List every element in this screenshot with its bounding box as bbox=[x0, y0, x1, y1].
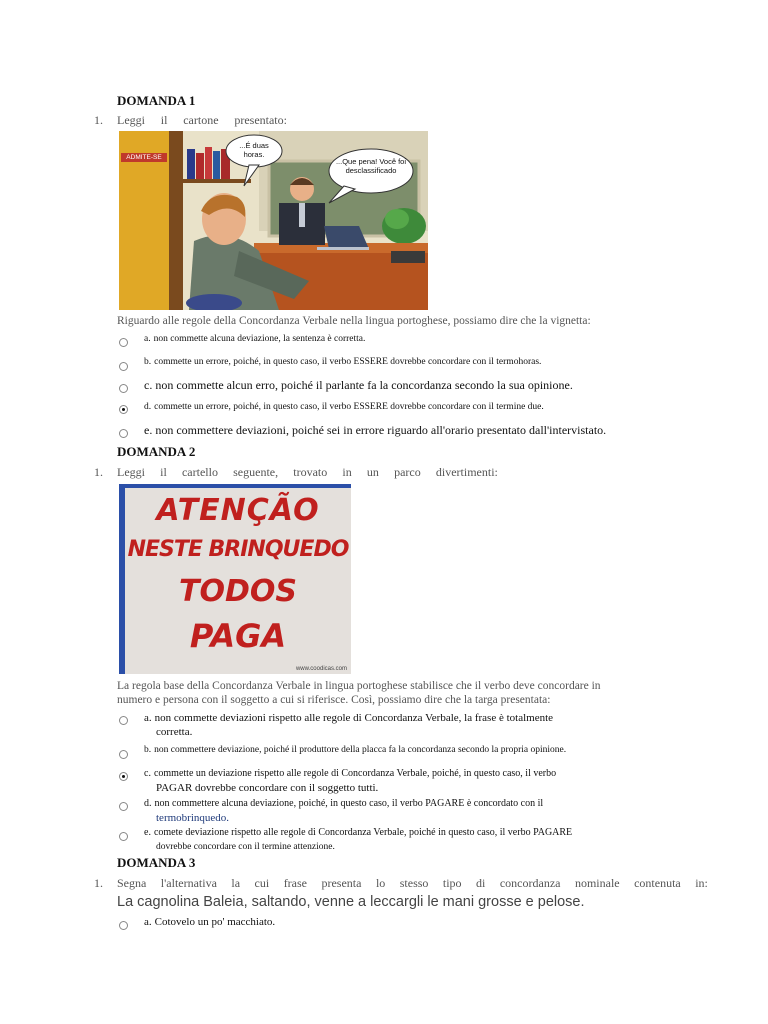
instruction-word: cartello bbox=[181, 465, 218, 479]
speech-bubble-right: ...Que pena! Você foi desclassificado bbox=[335, 157, 407, 175]
option-text: termobrinquedo. bbox=[156, 812, 230, 824]
instruction-word: in bbox=[342, 465, 352, 479]
q2-option-a-radio[interactable] bbox=[119, 716, 128, 725]
option-text: dovrebbe concordare con il termine attenzione. bbox=[156, 842, 335, 852]
option-letter: d. bbox=[144, 402, 152, 412]
instruction-word: Leggi bbox=[117, 113, 145, 127]
option-text: commette un errore, poiché, in questo caso, il verbo ESSERE dovrebbe concordare con il termine due. bbox=[154, 402, 544, 412]
q2-option-d[interactable] bbox=[144, 797, 543, 825]
instruction-word: parco bbox=[394, 465, 421, 479]
option-text: non commettere deviazione, poiché il produttore della placca fa la concordanza secondo la propria opinione. bbox=[154, 745, 567, 755]
q3-option-a-radio[interactable] bbox=[119, 921, 128, 930]
option-letter: b. bbox=[144, 357, 152, 367]
q1-option-b[interactable] bbox=[144, 356, 541, 369]
intro-line: La regola base della Concordanza Verbale in lingua portoghese stabilisce che il verbo deve concordare in bbox=[117, 680, 601, 692]
option-text: PAGAR dovrebbe concordare con il soggetto tutti. bbox=[156, 782, 379, 794]
q3-option-a[interactable] bbox=[144, 915, 275, 929]
instruction-word: Leggi bbox=[117, 465, 145, 479]
option-letter: c. bbox=[144, 378, 153, 392]
option-text: Cotovelo un po' macchiato. bbox=[154, 916, 276, 928]
q1-option-c[interactable] bbox=[144, 378, 573, 392]
q1-option-b-radio[interactable] bbox=[119, 362, 128, 371]
sign-image bbox=[119, 484, 351, 674]
question-2-instruction bbox=[117, 465, 498, 480]
instruction-word: frase bbox=[283, 876, 308, 890]
instruction-word: presenta bbox=[321, 876, 362, 890]
option-letter: a. bbox=[144, 916, 152, 928]
option-text: non commettere deviazioni, poiché sei in errore riguardo all'orario presentato dall'intervistato. bbox=[155, 423, 607, 437]
instruction-word: la bbox=[231, 876, 241, 890]
intro-line: numero e persona con il soggetto a cui si riferisce. Così, possiamo dire che la targa presentata: bbox=[117, 694, 551, 706]
q1-option-e-radio[interactable] bbox=[119, 429, 128, 438]
instruction-word: divertimenti: bbox=[435, 465, 498, 479]
q2-option-d-radio[interactable] bbox=[119, 802, 128, 811]
question-2-intro bbox=[117, 679, 677, 707]
q2-option-e-radio[interactable] bbox=[119, 832, 128, 841]
question-1-title: DOMANDA 1 bbox=[117, 93, 196, 108]
sign-line: NESTE BRINQUEDO bbox=[127, 537, 349, 562]
question-3-sentence: La cagnolina Baleia, saltando, venne a leccargli le mani grosse e pelose. bbox=[117, 894, 585, 910]
instruction-word: nominale bbox=[574, 876, 620, 890]
instruction-word: concordanza bbox=[499, 876, 561, 890]
q1-option-d[interactable] bbox=[144, 401, 544, 414]
option-letter: c. bbox=[144, 768, 151, 779]
instruction-word: il bbox=[160, 465, 167, 479]
instruction-word: stesso bbox=[399, 876, 429, 890]
instruction-word: cartone bbox=[183, 113, 219, 127]
instruction-word: Segna bbox=[117, 876, 147, 890]
admit-sign: ADMITE-SE bbox=[121, 153, 167, 162]
instruction-word: l'alternativa bbox=[160, 876, 217, 890]
sign-line: PAGA bbox=[189, 617, 287, 655]
option-text: non commette alcun erro, poiché il parlante fa la concordanza secondo la sua opinione. bbox=[155, 378, 573, 392]
speech-bubble-left: ...É duas horas. bbox=[239, 141, 269, 159]
option-text: non commette deviazioni rispetto alle regole di Concordanza Verbale, la frase è totalmente bbox=[154, 712, 554, 724]
instruction-word: contenuta bbox=[634, 876, 681, 890]
question-3-instruction bbox=[117, 876, 708, 891]
question-1-instruction bbox=[117, 113, 287, 128]
option-text: commette un deviazione rispetto alle regole di Concordanza Verbale, poiché, in questo caso, il verbo bbox=[153, 768, 557, 779]
q2-option-e[interactable] bbox=[144, 826, 572, 854]
instruction-word: il bbox=[160, 113, 168, 127]
instruction-word: trovato bbox=[293, 465, 328, 479]
question-2-number: 1. bbox=[94, 465, 103, 479]
instruction-word: tipo bbox=[442, 876, 462, 890]
q1-option-d-radio[interactable] bbox=[119, 405, 128, 414]
option-text: commette un errore, poiché, in questo caso, il verbo ESSERE dovrebbe concordare con il termohoras. bbox=[154, 357, 542, 367]
instruction-word: seguente, bbox=[233, 465, 279, 479]
option-letter: a. bbox=[144, 712, 152, 724]
sign-line: ATENÇÃO bbox=[156, 493, 320, 528]
q1-option-c-radio[interactable] bbox=[119, 384, 128, 393]
option-letter: d. bbox=[144, 798, 152, 809]
question-1-intro: Riguardo alle regole della Concordanza Verbale nella lingua portoghese, possiamo dire che la vignetta: bbox=[117, 315, 591, 327]
option-text: corretta. bbox=[156, 726, 193, 738]
option-letter: e. bbox=[144, 423, 153, 437]
option-text: non commette alcuna deviazione, la sentenza è corretta. bbox=[153, 334, 366, 344]
option-text: non commettere alcuna deviazione, poiché, in questo caso, il verbo PAGARE è concordato con il bbox=[154, 798, 544, 809]
instruction-word: lo bbox=[375, 876, 386, 890]
instruction-word: di bbox=[476, 876, 486, 890]
q1-option-e[interactable] bbox=[144, 423, 606, 437]
q2-option-b[interactable] bbox=[144, 744, 566, 757]
question-3-number: 1. bbox=[94, 876, 103, 890]
instruction-word: in: bbox=[695, 876, 708, 890]
q1-option-a-radio[interactable] bbox=[119, 338, 128, 347]
q2-option-c-radio[interactable] bbox=[119, 772, 128, 781]
cartoon-image bbox=[119, 131, 428, 310]
q1-option-a[interactable] bbox=[144, 333, 365, 346]
sign-watermark: www.coodicas.com bbox=[295, 666, 347, 672]
question-3-title: DOMANDA 3 bbox=[117, 855, 196, 870]
question-1-number: 1. bbox=[94, 113, 103, 127]
q2-option-c[interactable] bbox=[144, 767, 556, 795]
instruction-word: presentato: bbox=[234, 113, 287, 127]
option-letter: b. bbox=[144, 745, 152, 755]
option-letter: e. bbox=[144, 827, 151, 838]
q2-option-a[interactable] bbox=[144, 711, 553, 739]
question-2-title: DOMANDA 2 bbox=[117, 444, 196, 459]
instruction-word: un bbox=[366, 465, 379, 479]
sign-line: TODOS bbox=[179, 574, 297, 609]
q2-option-b-radio[interactable] bbox=[119, 750, 128, 759]
instruction-word: cui bbox=[254, 876, 270, 890]
option-text: comete deviazione rispetto alle regole di Concordanza Verbale, poiché in questo caso, il verbo PAGARE bbox=[153, 827, 573, 838]
option-letter: a. bbox=[144, 334, 151, 344]
